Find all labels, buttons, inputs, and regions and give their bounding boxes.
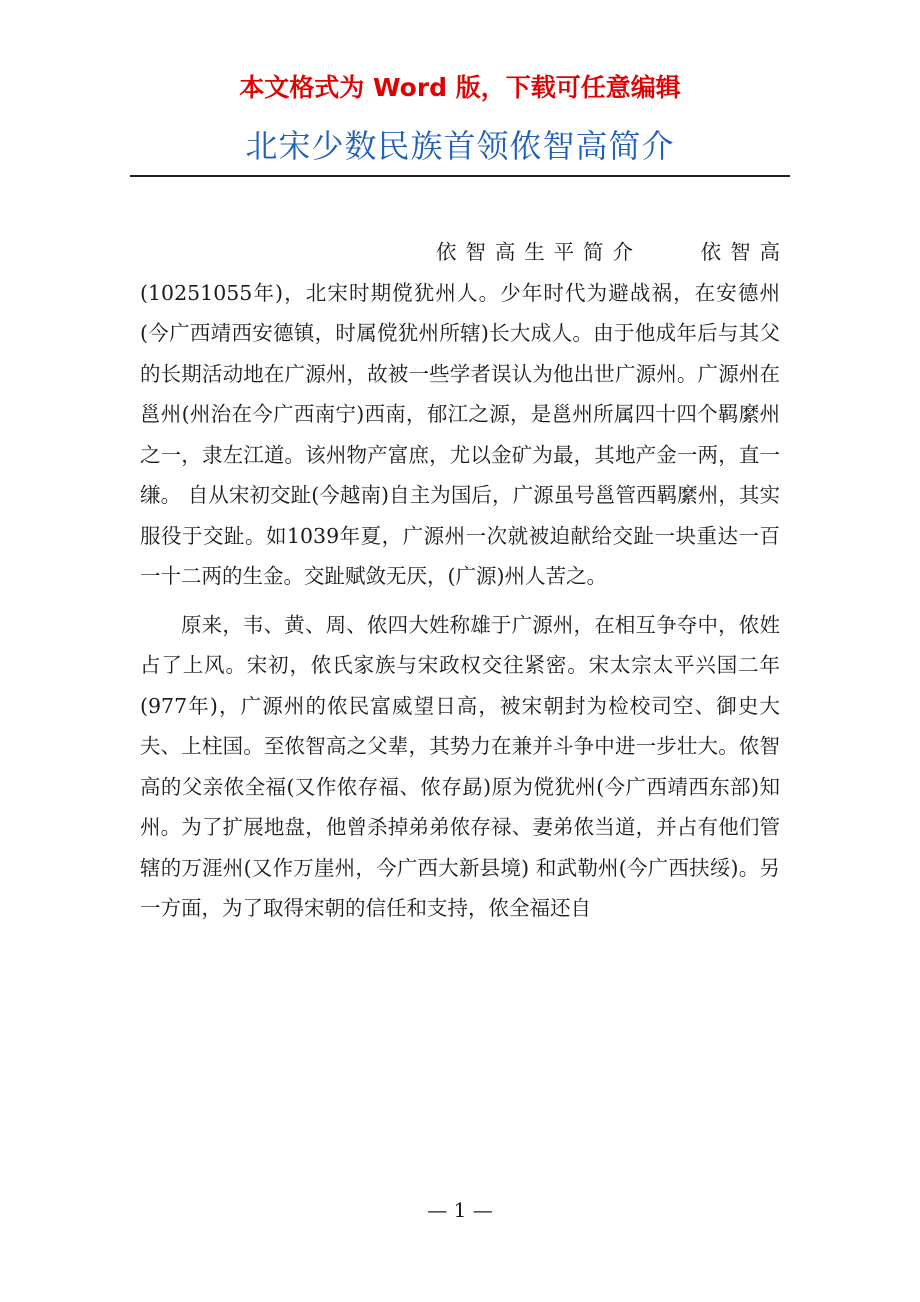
document-title: 北宋少数民族首领侬智高简介 bbox=[245, 127, 675, 165]
paragraph-2: 原来，韦、黄、周、侬四大姓称雄于广源州，在相互争夺中，侬姓占了上风。宋初，侬氏家族与宋政权交往紧密。宋太宗太平兴国二年(977年)，广源州的侬民富威望日高，被宋朝封为检校司空、御史大夫、上柱国。至侬智高之父辈，其势力在兼并斗争中进一步壮大。侬智高的父亲侬全福(又作侬存福、侬存勗)原为傥犹州(今广西靖西东部)知州。为了扩展地盘，他曾杀掉弟弟侬存禄、妻弟侬当道，并占有他们管辖的万涯州(又作万崖州，今广西大新县境) 和武勒州(今广西扶绥)。另一方面，为了取得宋朝的信任和支持，侬全福还自 bbox=[140, 612, 780, 920]
word-format-banner: 本文格式为 Word 版，下载可任意编辑 bbox=[239, 73, 681, 102]
article-body bbox=[140, 232, 780, 929]
paragraph-1: 依智高生平简介 依智高(10251055年)，北宋时期傥犹州人。少年时代为避战祸，在安德州(今广西靖西安德镇，时属傥犹州所辖)长大成人。由于他成年后与其父的长期活动地在广源州，故被一些学者误认为他出世广源州。广源州在邕州(州治在今广西南宁)西南，郁江之源，是邕州所属四十四个羁縻州之一，隶左江道。该州物产富庶，尤以金矿为最，其地产金一两，直一缣。 自从宋初交趾(今越南)自主为国后，广源虽号邕管西羁縻州，其实服役于交趾。如1039年夏，广源州一次就被迫献给交趾一块重达一百一十二两的生金。交趾赋敛无厌，(广源)州人苦之。 bbox=[140, 240, 780, 588]
page-number: — 1 — bbox=[427, 1198, 493, 1222]
title-divider bbox=[130, 175, 790, 177]
